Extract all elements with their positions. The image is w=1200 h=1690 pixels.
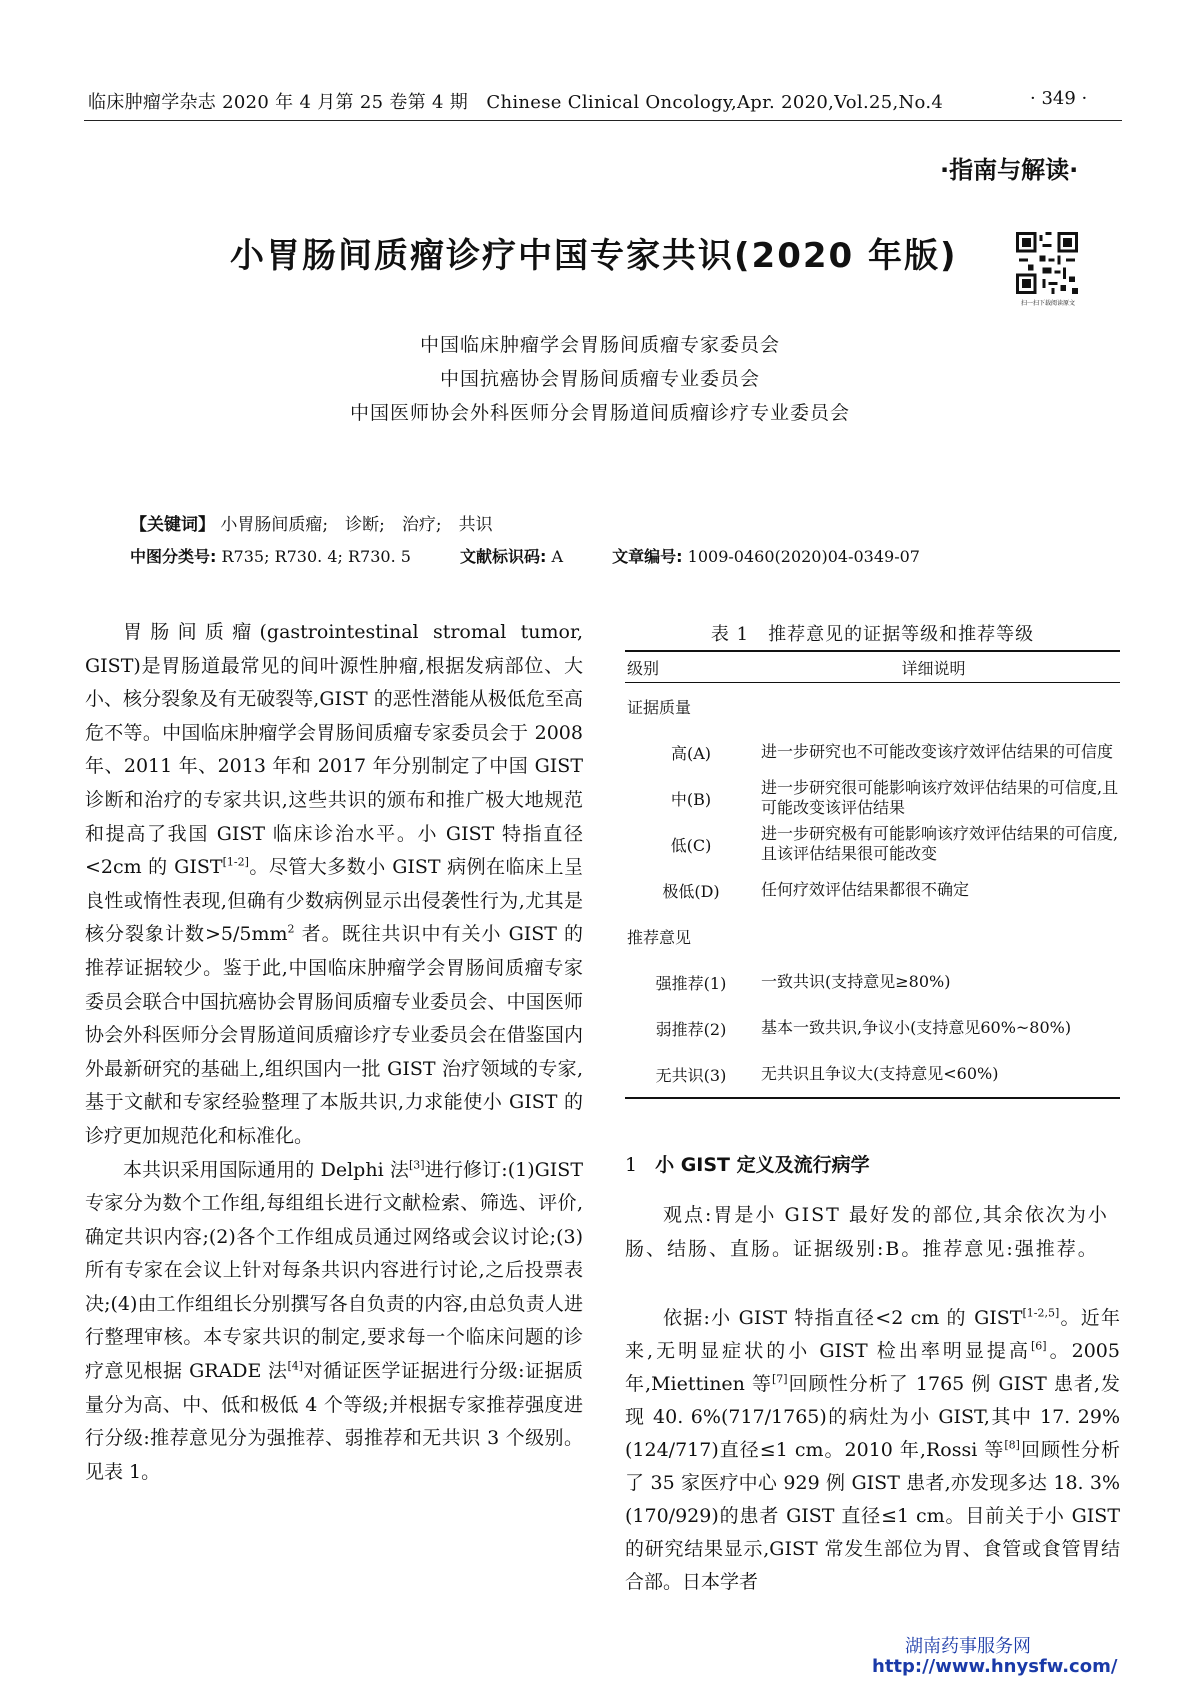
citation: [3] — [408, 1158, 425, 1172]
superscript: 2 — [287, 923, 295, 937]
table-title: 表 1 推荐意见的证据等级和推荐等级 — [710, 624, 1035, 645]
basis-paragraph: 依据:小 GIST 特指直径<2 cm 的 GIST[1-2,5]。近年来,无明显症状的小 GIST 检出率明显提高[6]。2005 年,Miettinen 等[7]回顾性分析了 1765 例 GIST 患者,发现 40. 6%(717/1765)的病灶为小 GIST,其中 17. 29%(124/717)直径≤1 cm。2010 年,Rossi 等[8]回顾性分析了 35 家医疗中心 929 例 GIST 患者,亦发现多达 18. 3%(170/929)的患者 GIST 直径≤1 cm。目前关于小 GIST 的研究结果显示,GIST 常发生部位为胃、食管或食管胃结合部。日本学者 — [625, 1306, 1120, 1593]
citation: [4] — [287, 1359, 304, 1373]
header-rule — [84, 120, 1122, 121]
journal-header: 临床肿瘤学杂志 2020 年 4 月第 25 卷第 4 期 Chinese Clinical Oncology,Apr. 2020,Vol.25,No.4 — [88, 92, 944, 113]
organization-line: 中国临床肿瘤学会胃肠间质瘤专家委员会 — [419, 334, 780, 356]
left-column — [85, 616, 583, 1489]
section-title: 小 GIST 定义及流行病学 — [655, 1154, 870, 1176]
table-row: 中(B) 进一步研究很可能影响该疗效评估结果的可信度,且可能改变该评估结果 — [670, 778, 1119, 817]
table-group-evidence: 证据质量 — [627, 697, 692, 717]
citation: [7] — [772, 1372, 788, 1386]
article-title: 小胃肠间质瘤诊疗中国专家共识(2020 年版) — [230, 236, 958, 276]
table-header — [625, 652, 1120, 683]
table-row: 强推荐(1) 一致共识(支持意见≥80%) — [655, 972, 951, 993]
organization-line: 中国抗癌协会胃肠间质瘤专业委员会 — [439, 368, 760, 390]
section-number: 1 — [625, 1154, 638, 1176]
watermark-url: http://www.hnysfw.com/ — [872, 1656, 1118, 1677]
intro-paragraph-2: 本共识采用国际通用的 Delphi 法[3]进行修订:(1)GIST 专家分为数个工作组,每组组长进行文献检索、筛选、评价,确定共识内容;(2)各个工作组成员通过网络或会议讨论;(3)所有专家在会议上针对每条共识内容进行讨论,之后投票表决;(4)由工作组组长分别撰写各自负责的内容,由总负责人进行整理审核。本专家共识的制定,要求每一个临床问题的诊疗意见根据 GRADE 法[4]对循证医学证据进行分级:证据质量分为高、中、低和极低 4 个等级;并根据专家推荐强度进行分级:推荐意见分为强推荐、弱推荐和无共识 3 个级别。见表 1。 — [85, 1158, 584, 1483]
doc-code-value: A — [551, 547, 564, 566]
table-row: 无共识(3) 无共识且争议大(支持意见<60%) — [655, 1064, 999, 1085]
citation: [6] — [1030, 1339, 1047, 1353]
section-tag: ·指南与解读· — [940, 156, 1079, 184]
intro-paragraph-1: 胃肠间质瘤(gastrointestinal stromal tumor, GIST)是胃肠道最常见的间叶源性肿瘤,根据发病部位、大小、核分裂象及有无破裂等,GIST 的恶性潜能从极低危至高危不等。中国临床肿瘤学会胃肠间质瘤专家委员会于 2008 年、2011 年、2013 年和 2017 年分别制定了中国 GIST 诊断和治疗的专家共识,这些共识的颁布和推广极大地规范和提高了我国 GIST 临床诊治水平。小 GIST 特指直径<2cm 的 GIST[1-2]。尽管大多数小 GIST 病例在临床上呈良性或惰性表现,但确有少数病例显示出侵袭性行为,尤其是核分裂象计数$>5/5mm^2$ 者。既往共识中有关小 GIST 的推荐证据较少。鉴于此,中国临床肿瘤学会胃肠间质瘤专家委员会联合中国抗癌协会胃肠间质瘤专业委员会、中国医师协会外科医师分会胃肠道间质瘤诊疗专业委员会在借鉴国内外最新研究的基础上,组织国内一批 GIST 治疗领域的专家,基于文献和专家经验整理了本版共识,力求能使小 GIST 的诊疗更加规范化和标准化。 — [85, 621, 583, 1147]
citation: [1-2,5] — [1022, 1306, 1060, 1320]
qr-code-icon — [1016, 232, 1078, 294]
table-row: 弱推荐(2) 基本一致共识,争议小(支持意见60%~80%) — [655, 1018, 1072, 1039]
evidence-table — [625, 650, 1120, 1099]
table-group-recommendation: 推荐意见 — [627, 927, 692, 947]
section-heading — [625, 1150, 870, 1177]
author-organizations — [0, 328, 1200, 430]
article-meta — [130, 544, 1030, 567]
table-row: 极低(D) 任何疗效评估结果都很不确定 — [662, 880, 970, 901]
watermark-site-name: 湖南药事服务网 — [905, 1636, 1031, 1657]
citation: [1-2] — [222, 855, 249, 869]
table-row: 高(A) 进一步研究也不可能改变该疗效评估结果的可信度 — [670, 742, 1114, 763]
keywords — [130, 510, 493, 535]
clc-value: R735; R730. 4; R730. 5 — [221, 547, 411, 566]
citation: [8] — [1004, 1438, 1020, 1452]
keywords-text: 小胃肠间质瘤; 诊断; 治疗; 共识 — [220, 515, 493, 535]
viewpoint-paragraph: 观点:胃是小 GIST 最好发的部位,其余依次为小肠、结肠、直肠。证据级别:B。推荐意见:强推荐。 — [625, 1204, 1109, 1260]
table-row: 低(C) 进一步研究极有可能影响该疗效评估结果的可信度,且该评估结果很可能改变 — [670, 824, 1119, 863]
organization-line: 中国医师协会外科医师分会胃肠道间质瘤诊疗专业委员会 — [349, 402, 850, 424]
article-number-value: 1009-0460(2020)04-0349-07 — [687, 547, 920, 566]
keywords-label: 【关键词】 — [130, 515, 215, 535]
clc-label: 中图分类号: — [130, 547, 217, 566]
article-number-label: 文章编号: — [612, 547, 683, 566]
table-header-level: 级别 — [627, 658, 660, 678]
page-number: · 349 · — [1030, 88, 1088, 109]
qr-caption: 扫一扫下载阅读原文 — [1020, 300, 1075, 307]
table-header-detail: 详细说明 — [901, 658, 966, 678]
doc-code-label: 文献标识码: — [460, 547, 547, 566]
